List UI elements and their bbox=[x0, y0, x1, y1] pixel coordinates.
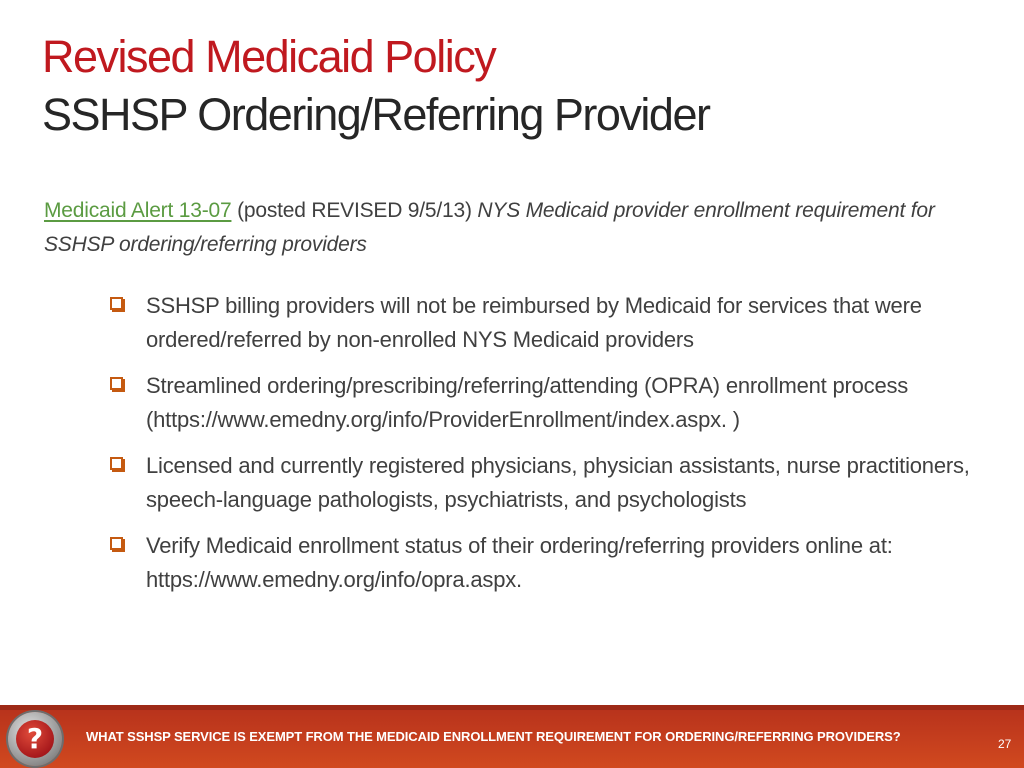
checkbox-bullet-icon bbox=[110, 457, 123, 470]
alert-paragraph bbox=[44, 194, 989, 262]
bullet-item bbox=[108, 289, 978, 357]
alert-italic-text: NYS Medicaid provider enrollment requirement for SSHSP ordering/referring providers bbox=[44, 199, 935, 256]
medicaid-alert-link[interactable]: Medicaid Alert 13-07 bbox=[44, 199, 232, 222]
bullet-text: Licensed and currently registered physicians, physician assistants, nurse practitioners, speech-language pathologists, psychiatrists, and psychologists bbox=[146, 453, 970, 512]
bullet-item bbox=[108, 369, 978, 437]
bullet-item bbox=[108, 529, 978, 597]
bullet-item bbox=[108, 449, 978, 517]
footer-question-text: WHAT SSHSP SERVICE IS EXEMPT FROM THE MEDICAID ENROLLMENT REQUIREMENT FOR ORDERING/REFERRING PROVIDERS? bbox=[86, 729, 901, 744]
alert-posted-text: (posted REVISED 9/5/13) bbox=[231, 199, 478, 222]
bullet-text: Streamlined ordering/prescribing/referring/attending (OPRA) enrollment process (https://www.emedny.org/info/ProviderEnrollment/index.aspx. ) bbox=[146, 373, 909, 432]
title-line-2: SSHSP Ordering/Referring Provider bbox=[42, 89, 710, 140]
title-line-1: Revised Medicaid Policy bbox=[42, 31, 496, 82]
slide-title bbox=[42, 31, 1002, 152]
bullet-list bbox=[108, 289, 978, 609]
checkbox-bullet-icon bbox=[110, 297, 123, 310]
bullet-text: SSHSP billing providers will not be reimbursed by Medicaid for services that were ordered/referred by non-enrolled NYS Medicaid providers bbox=[146, 293, 922, 352]
question-mark-icon bbox=[8, 712, 62, 766]
bullet-text: Verify Medicaid enrollment status of their ordering/referring providers online at: https://www.emedny.org/info/opra.aspx. bbox=[146, 533, 893, 592]
checkbox-bullet-icon bbox=[110, 377, 123, 390]
page-number: 27 bbox=[998, 737, 1012, 751]
checkbox-bullet-icon bbox=[110, 537, 123, 550]
question-mark-glyph: ? bbox=[16, 720, 54, 758]
